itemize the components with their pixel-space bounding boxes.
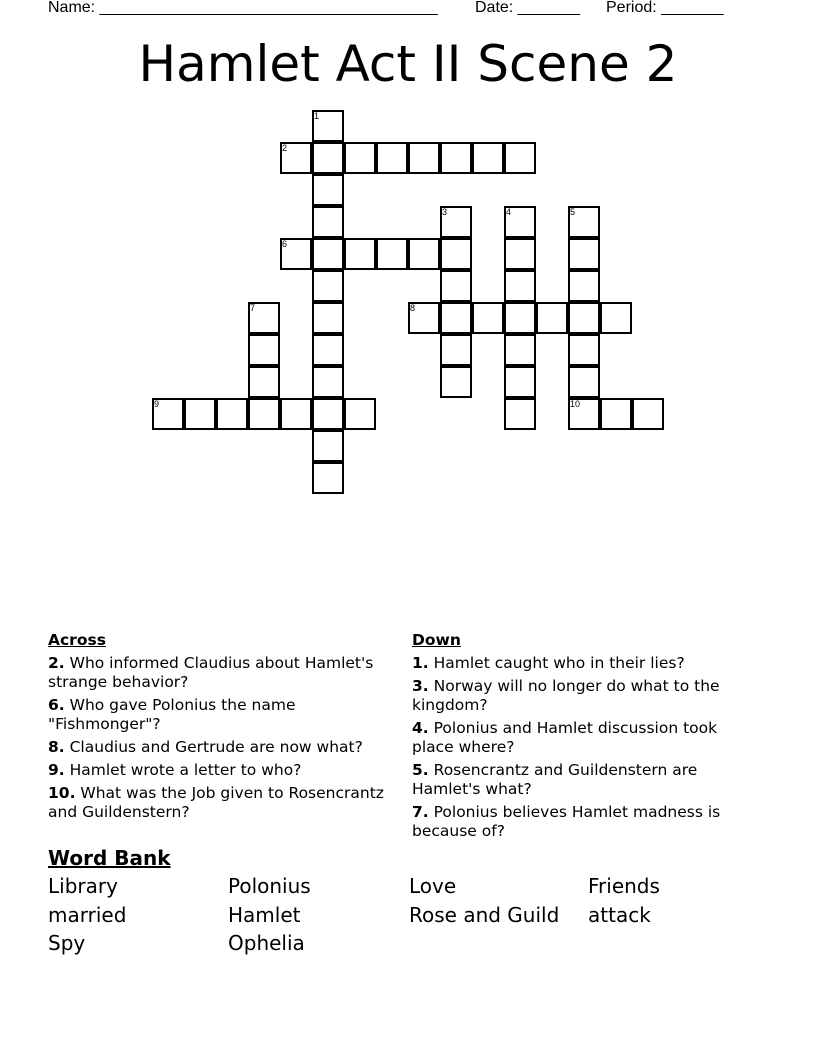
down-clue	[412, 677, 762, 715]
across-clue-list	[48, 654, 393, 822]
across-clue	[48, 696, 393, 734]
across-clues	[48, 631, 393, 826]
crossword-cell[interactable]	[536, 302, 568, 334]
word-bank-word: Library	[48, 874, 118, 898]
crossword-cell[interactable]	[312, 206, 344, 238]
crossword-cell[interactable]	[440, 270, 472, 302]
crossword-grid	[0, 0, 816, 520]
across-heading: Across	[48, 631, 106, 649]
crossword-cell[interactable]	[504, 398, 536, 430]
crossword-cell[interactable]	[408, 238, 440, 270]
clue-number-label: 1	[314, 111, 320, 121]
crossword-cell[interactable]	[280, 398, 312, 430]
crossword-cell[interactable]	[312, 302, 344, 334]
crossword-cell[interactable]	[440, 366, 472, 398]
crossword-cell[interactable]	[312, 462, 344, 494]
down-clues	[412, 631, 762, 845]
clue-number: 3.	[412, 677, 429, 695]
crossword-cell[interactable]	[504, 270, 536, 302]
date-field[interactable]: Date: _______	[475, 0, 580, 16]
clue-text: Norway will no longer do what to the kingdom?	[412, 677, 720, 714]
crossword-cell[interactable]	[312, 174, 344, 206]
crossword-cell[interactable]	[344, 398, 376, 430]
clue-number: 7.	[412, 803, 429, 821]
clue-number-label: 2	[282, 143, 288, 153]
crossword-cell[interactable]	[248, 366, 280, 398]
clue-text: Claudius and Gertrude are now what?	[64, 738, 363, 756]
down-clue	[412, 761, 762, 799]
crossword-cell[interactable]	[568, 238, 600, 270]
clue-text: Hamlet caught who in their lies?	[428, 654, 685, 672]
across-clue	[48, 654, 393, 692]
crossword-cell[interactable]	[600, 302, 632, 334]
word-bank-word: Friends	[588, 874, 660, 898]
crossword-cell[interactable]	[472, 142, 504, 174]
clue-number: 6.	[48, 696, 65, 714]
clue-number: 5.	[412, 761, 429, 779]
down-clue	[412, 803, 762, 841]
period-field[interactable]: Period: _______	[606, 0, 724, 16]
crossword-cell[interactable]	[216, 398, 248, 430]
crossword-cell[interactable]	[440, 142, 472, 174]
clue-number-label: 10	[570, 399, 581, 409]
page-title: Hamlet Act II Scene 2	[138, 35, 678, 93]
crossword-cell[interactable]	[568, 270, 600, 302]
clue-number-label: 8	[410, 303, 416, 313]
clue-number: 1.	[412, 654, 429, 672]
down-clue	[412, 719, 762, 757]
crossword-cell[interactable]	[248, 398, 280, 430]
across-clue	[48, 738, 393, 757]
clue-number: 2.	[48, 654, 65, 672]
down-clue	[412, 654, 762, 673]
crossword-cell[interactable]	[376, 142, 408, 174]
word-bank-word: Hamlet	[228, 903, 301, 927]
crossword-cell[interactable]	[184, 398, 216, 430]
crossword-cell[interactable]	[504, 366, 536, 398]
clue-number: 4.	[412, 719, 429, 737]
crossword-cell[interactable]	[312, 334, 344, 366]
word-bank-word: Love	[409, 874, 457, 898]
word-bank-word: Polonius	[228, 874, 311, 898]
crossword-cell[interactable]	[568, 366, 600, 398]
clue-number: 10.	[48, 784, 76, 802]
crossword-cell[interactable]	[440, 334, 472, 366]
clue-number-label: 3	[442, 207, 448, 217]
clue-text: Who informed Claudius about Hamlet's strange behavior?	[48, 654, 374, 691]
crossword-cell[interactable]	[312, 366, 344, 398]
crossword-cell[interactable]	[440, 302, 472, 334]
crossword-cell[interactable]	[504, 302, 536, 334]
crossword-cell[interactable]	[504, 334, 536, 366]
clue-text: Polonius and Hamlet discussion took place where?	[412, 719, 718, 756]
word-bank-heading: Word Bank	[48, 846, 171, 870]
crossword-cell[interactable]	[408, 142, 440, 174]
clue-number: 9.	[48, 761, 65, 779]
clue-text: What was the Job given to Rosencrantz and Guildenstern?	[48, 784, 384, 821]
word-bank-word: married	[48, 903, 127, 927]
crossword-cell[interactable]	[312, 238, 344, 270]
crossword-cell[interactable]	[600, 398, 632, 430]
crossword-cell[interactable]	[344, 142, 376, 174]
clue-text: Polonius believes Hamlet madness is because of?	[412, 803, 721, 840]
word-bank-word: Spy	[48, 931, 86, 955]
crossword-cell[interactable]	[504, 142, 536, 174]
crossword-cell[interactable]	[472, 302, 504, 334]
across-clue	[48, 784, 393, 822]
clue-number-label: 5	[570, 207, 576, 217]
crossword-cell[interactable]	[312, 142, 344, 174]
word-bank-word: Ophelia	[228, 931, 305, 955]
clue-number-label: 9	[154, 399, 160, 409]
crossword-cell[interactable]	[248, 334, 280, 366]
crossword-cell[interactable]	[632, 398, 664, 430]
crossword-cell[interactable]	[312, 430, 344, 462]
crossword-cell[interactable]	[504, 238, 536, 270]
clue-text: Who gave Polonius the name "Fishmonger"?	[48, 696, 296, 733]
clue-text: Hamlet wrote a letter to who?	[64, 761, 302, 779]
crossword-cell[interactable]	[568, 302, 600, 334]
crossword-cell[interactable]	[568, 334, 600, 366]
down-clue-list	[412, 654, 762, 841]
word-bank-word: Rose and Guild	[409, 903, 560, 927]
clue-number-label: 7	[250, 303, 256, 313]
crossword-cell[interactable]	[344, 238, 376, 270]
down-heading: Down	[412, 631, 461, 649]
crossword-cell[interactable]	[440, 238, 472, 270]
word-bank-word: attack	[588, 903, 651, 927]
clue-number-label: 4	[506, 207, 512, 217]
crossword-cell[interactable]	[376, 238, 408, 270]
name-field[interactable]: Name: ______________________________________	[48, 0, 438, 16]
clue-number: 8.	[48, 738, 65, 756]
crossword-cell[interactable]	[312, 398, 344, 430]
clue-text: Rosencrantz and Guildenstern are Hamlet's what?	[412, 761, 698, 798]
clue-number-label: 6	[282, 239, 288, 249]
across-clue	[48, 761, 393, 780]
crossword-cell[interactable]	[312, 270, 344, 302]
